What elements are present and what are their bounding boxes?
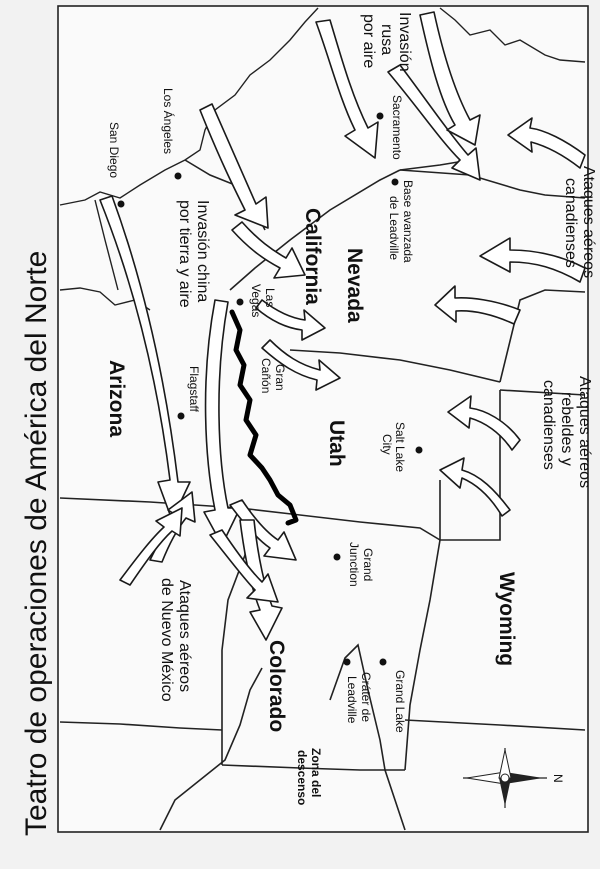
dot-crater <box>344 659 351 666</box>
dot-flagstaff <box>178 413 185 420</box>
state-wyoming: Wyoming <box>495 572 518 667</box>
map-frame <box>58 6 588 832</box>
city-las-vegas-2: Vegas <box>249 284 263 318</box>
dot-grand-junction <box>334 554 341 561</box>
city-sacramento: Sacramento <box>390 95 404 160</box>
note-nm-1: Ataques aéreos <box>176 580 193 693</box>
state-colorado: Colorado <box>265 640 288 733</box>
dot-los-angeles <box>175 173 182 180</box>
note-rebel-2: rebeldes y <box>558 392 575 466</box>
city-grand-junction-1: Grand <box>361 548 375 582</box>
city-gran-canon-1: Gran <box>273 364 287 391</box>
dot-salt-lake <box>416 447 423 454</box>
city-crater-2: Leadville <box>345 676 359 724</box>
compass-north-label: N <box>551 774 565 783</box>
city-salt-lake-2: City <box>380 434 394 455</box>
note-rusa-2: rusa <box>378 24 395 56</box>
city-base-leadville-2: de Leadville <box>387 196 401 261</box>
note-rebel-3: canadienses <box>540 380 557 470</box>
dot-grand-lake <box>380 659 387 666</box>
city-las-vegas-1: Las <box>263 288 277 308</box>
state-nevada: Nevada <box>343 248 366 323</box>
city-grand-junction-2: Junction <box>347 542 361 587</box>
city-base-leadville-1: Base avanzada <box>401 180 415 263</box>
city-los-angeles: Los Ángeles <box>161 88 175 155</box>
city-san-diego: San Diego <box>107 122 121 179</box>
dot-sacramento <box>377 113 384 120</box>
dot-san-diego <box>118 201 125 208</box>
city-salt-lake-1: Salt Lake <box>393 422 407 473</box>
note-canad-1: Ataques aéreos <box>580 166 597 279</box>
state-california: California <box>301 208 324 305</box>
dot-base-leadville <box>392 179 399 186</box>
note-zona-1: Zona del <box>309 748 323 798</box>
note-zona-2: descenso <box>295 750 309 806</box>
note-rebel-1: Ataques aéreos <box>576 376 593 489</box>
city-flagstaff: Flagstaff <box>187 366 201 412</box>
state-utah: Utah <box>325 420 348 467</box>
note-china-1: Invasión china <box>194 200 211 303</box>
city-grand-lake: Grand Lake <box>393 670 407 733</box>
dot-las-vegas <box>237 299 244 306</box>
note-rusa-1: Invasión <box>396 12 413 72</box>
note-nm-2: de Nuevo México <box>158 578 175 702</box>
note-canad-2: canadienses <box>562 178 579 268</box>
map-title: Teatro de operaciones de América del Norte <box>20 250 53 836</box>
city-gran-canon-2: Cañón <box>259 358 273 394</box>
state-arizona: Arizona <box>105 360 128 438</box>
note-rusa-3: por aire <box>360 14 377 69</box>
city-crater-1: Cráter de <box>359 672 373 723</box>
note-china-2: por tierra y aire <box>176 200 193 308</box>
